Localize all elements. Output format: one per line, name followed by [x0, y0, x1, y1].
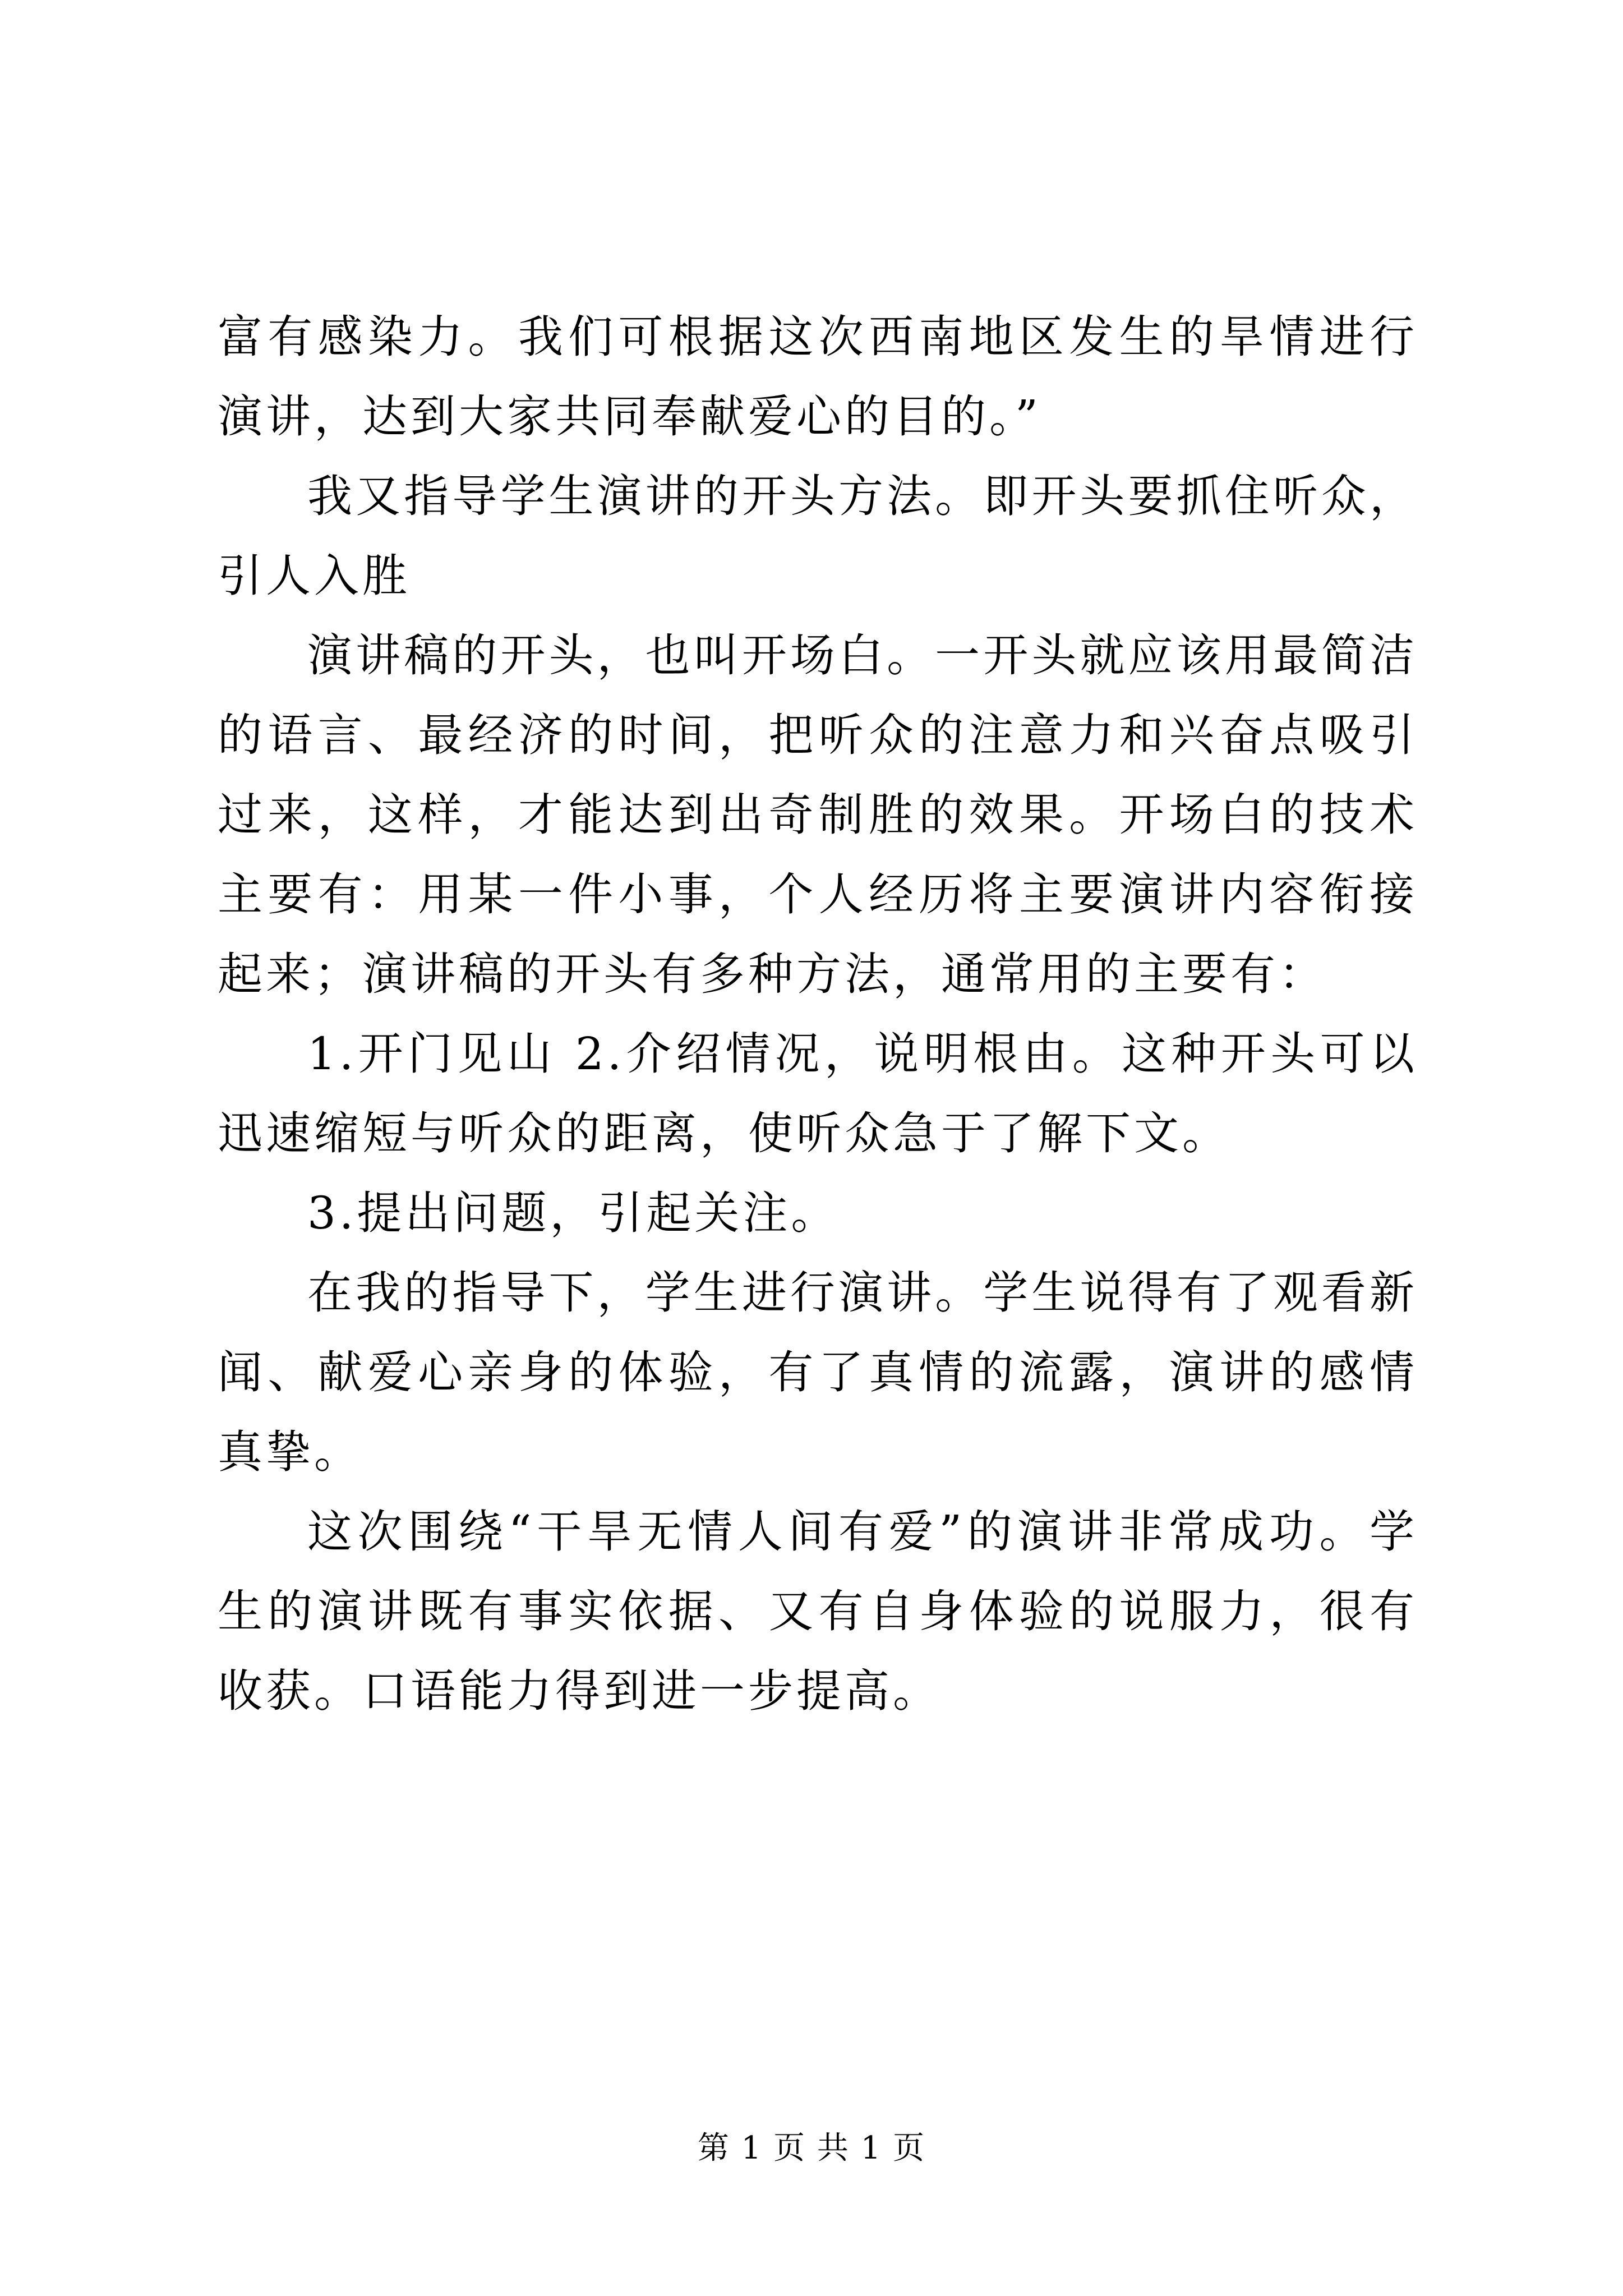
paragraph-6: 在我的指导下，学生进行演讲。学生说得有了观看新闻、献爱心亲身的体验，有了真情的流露，演讲的感情真挚。 — [218, 1267, 1418, 1478]
paragraph-7: 这次围绕“干旱无情人间有爱”的演讲非常成功。学生的演讲既有事实依据、又有自身体验的说服力，很有收获。口语能力得到进一步提高。 — [218, 1506, 1418, 1717]
document-body — [218, 297, 1418, 1731]
paragraph-3: 演讲稿的开头，也叫开场白。一开头就应该用最简洁的语言、最经济的时间，把听众的注意力和兴奋点吸引过来，这样，才能达到出奇制胜的效果。开场白的技术主要有：用某一件小事，个人经历将主要演讲内容衔接起来；演讲稿的开头有多种方法，通常用的主要有： — [218, 629, 1418, 1000]
page-footer: 第 1 页 共 1 页 — [697, 2130, 926, 2166]
paragraph-2: 我又指导学生演讲的开头方法。即开头要抓住听众，引人入胜 — [218, 470, 1418, 602]
paragraph-1: 富有感染力。我们可根据这次西南地区发生的旱情进行演讲，达到大家共同奉献爱心的目的。” — [218, 311, 1418, 443]
paragraph-5: 3.提出问题，引起关注。 — [307, 1187, 840, 1239]
paragraph-4: 1.开门见山 2.介绍情况，说明根由。这种开头可以迅速缩短与听众的距离，使听众急于了解下文。 — [218, 1028, 1418, 1159]
